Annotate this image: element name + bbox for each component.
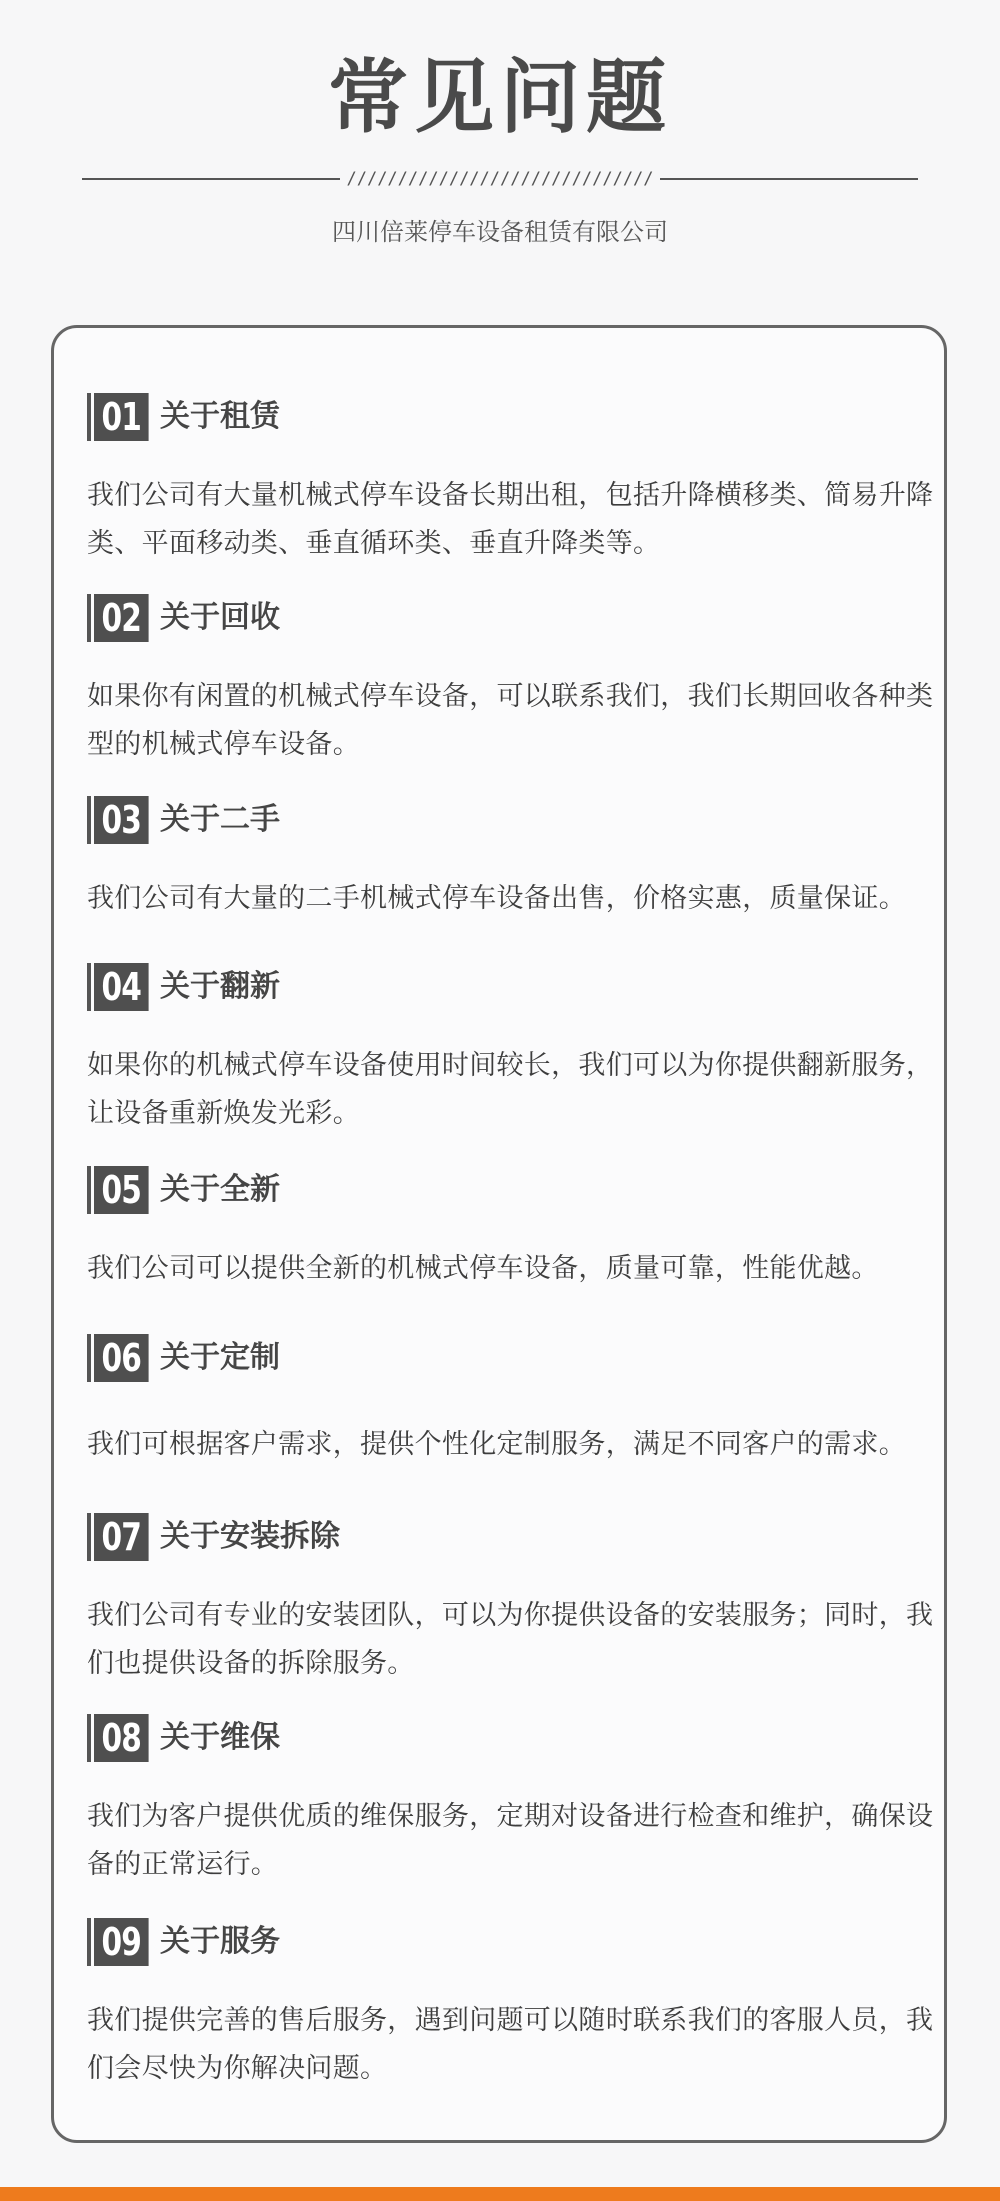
company-name: 四川倍莱停车设备租赁有限公司 xyxy=(332,218,668,246)
faq-header xyxy=(87,392,947,442)
divider-rule-left xyxy=(82,178,340,180)
faq-header xyxy=(87,1165,947,1215)
faq-header xyxy=(87,1917,947,1967)
number-badge xyxy=(87,1918,164,1966)
faq-header xyxy=(87,962,947,1012)
number-badge xyxy=(87,1166,164,1214)
page-title: 常见问题 xyxy=(328,51,672,144)
number-label: 06 xyxy=(94,1334,149,1382)
faq-title: 关于回收 xyxy=(160,600,280,635)
bottom-accent-bar xyxy=(0,2187,1000,2201)
faq-answer: 如果你有闲置的机械式停车设备，可以联系我们，我们长期回收各种类型的机械式停车设备。 xyxy=(87,681,934,760)
faq-title: 关于安装拆除 xyxy=(160,1519,340,1554)
faq-answer: 我们提供完善的售后服务，遇到问题可以随时联系我们的客服人员，我们会尽快为你解决问题。 xyxy=(87,2005,934,2084)
faq-header xyxy=(87,1512,947,1562)
faq-item-06 xyxy=(87,1333,947,1469)
faq-title: 关于全新 xyxy=(160,1172,280,1207)
faq-item-03 xyxy=(87,795,947,923)
faq-header xyxy=(87,1713,947,1763)
divider-rule-right xyxy=(660,178,918,180)
number-label: 07 xyxy=(94,1513,149,1561)
number-label: 09 xyxy=(94,1918,149,1966)
number-badge xyxy=(87,1513,164,1561)
faq-header xyxy=(87,593,947,643)
faq-header xyxy=(87,1333,947,1383)
number-badge xyxy=(87,594,164,642)
faq-answer: 我们公司有大量机械式停车设备长期出租，包括升降横移类、简易升降类、平面移动类、垂直循环类、垂直升降类等。 xyxy=(87,480,934,559)
faq-answer: 如果你的机械式停车设备使用时间较长，我们可以为你提供翻新服务，让设备重新焕发光彩。 xyxy=(87,1050,934,1129)
faq-item-05 xyxy=(87,1165,947,1293)
divider-slashes: ////////////////////////////// xyxy=(346,169,654,189)
faq-title: 关于翻新 xyxy=(160,969,280,1004)
faq-item-08 xyxy=(87,1713,947,1889)
faq-answer: 我们公司有专业的安装团队，可以为你提供设备的安装服务；同时，我们也提供设备的拆除服务。 xyxy=(87,1600,934,1679)
title-divider xyxy=(82,164,918,194)
faq-answer: 我们为客户提供优质的维保服务，定期对设备进行检查和维护，确保设备的正常运行。 xyxy=(87,1801,934,1880)
number-label: 05 xyxy=(94,1166,149,1214)
faq-title: 关于二手 xyxy=(160,802,280,837)
faq-item-09 xyxy=(87,1917,947,2093)
faq-title: 关于租赁 xyxy=(160,399,280,434)
faq-answer: 我们公司有大量的二手机械式停车设备出售，价格实惠，质量保证。 xyxy=(87,883,906,914)
number-label: 01 xyxy=(94,393,149,441)
number-label: 04 xyxy=(94,963,149,1011)
number-badge xyxy=(87,963,164,1011)
number-badge xyxy=(87,393,164,441)
faq-title: 关于维保 xyxy=(160,1720,280,1755)
number-badge xyxy=(87,1714,164,1762)
faq-item-07 xyxy=(87,1512,947,1688)
faq-answer: 我们可根据客户需求，提供个性化定制服务，满足不同客户的需求。 xyxy=(87,1429,906,1460)
faq-item-02 xyxy=(87,593,947,769)
faq-title: 关于服务 xyxy=(160,1924,280,1959)
number-label: 02 xyxy=(94,594,149,642)
number-label: 03 xyxy=(94,796,149,844)
faq-item-04 xyxy=(87,962,947,1138)
number-badge xyxy=(87,1334,164,1382)
faq-title: 关于定制 xyxy=(160,1340,280,1375)
faq-header xyxy=(87,795,947,845)
number-label: 08 xyxy=(94,1714,149,1762)
faq-answer: 我们公司可以提供全新的机械式停车设备，质量可靠，性能优越。 xyxy=(87,1253,879,1284)
faq-item-01 xyxy=(87,392,947,568)
number-badge xyxy=(87,796,164,844)
